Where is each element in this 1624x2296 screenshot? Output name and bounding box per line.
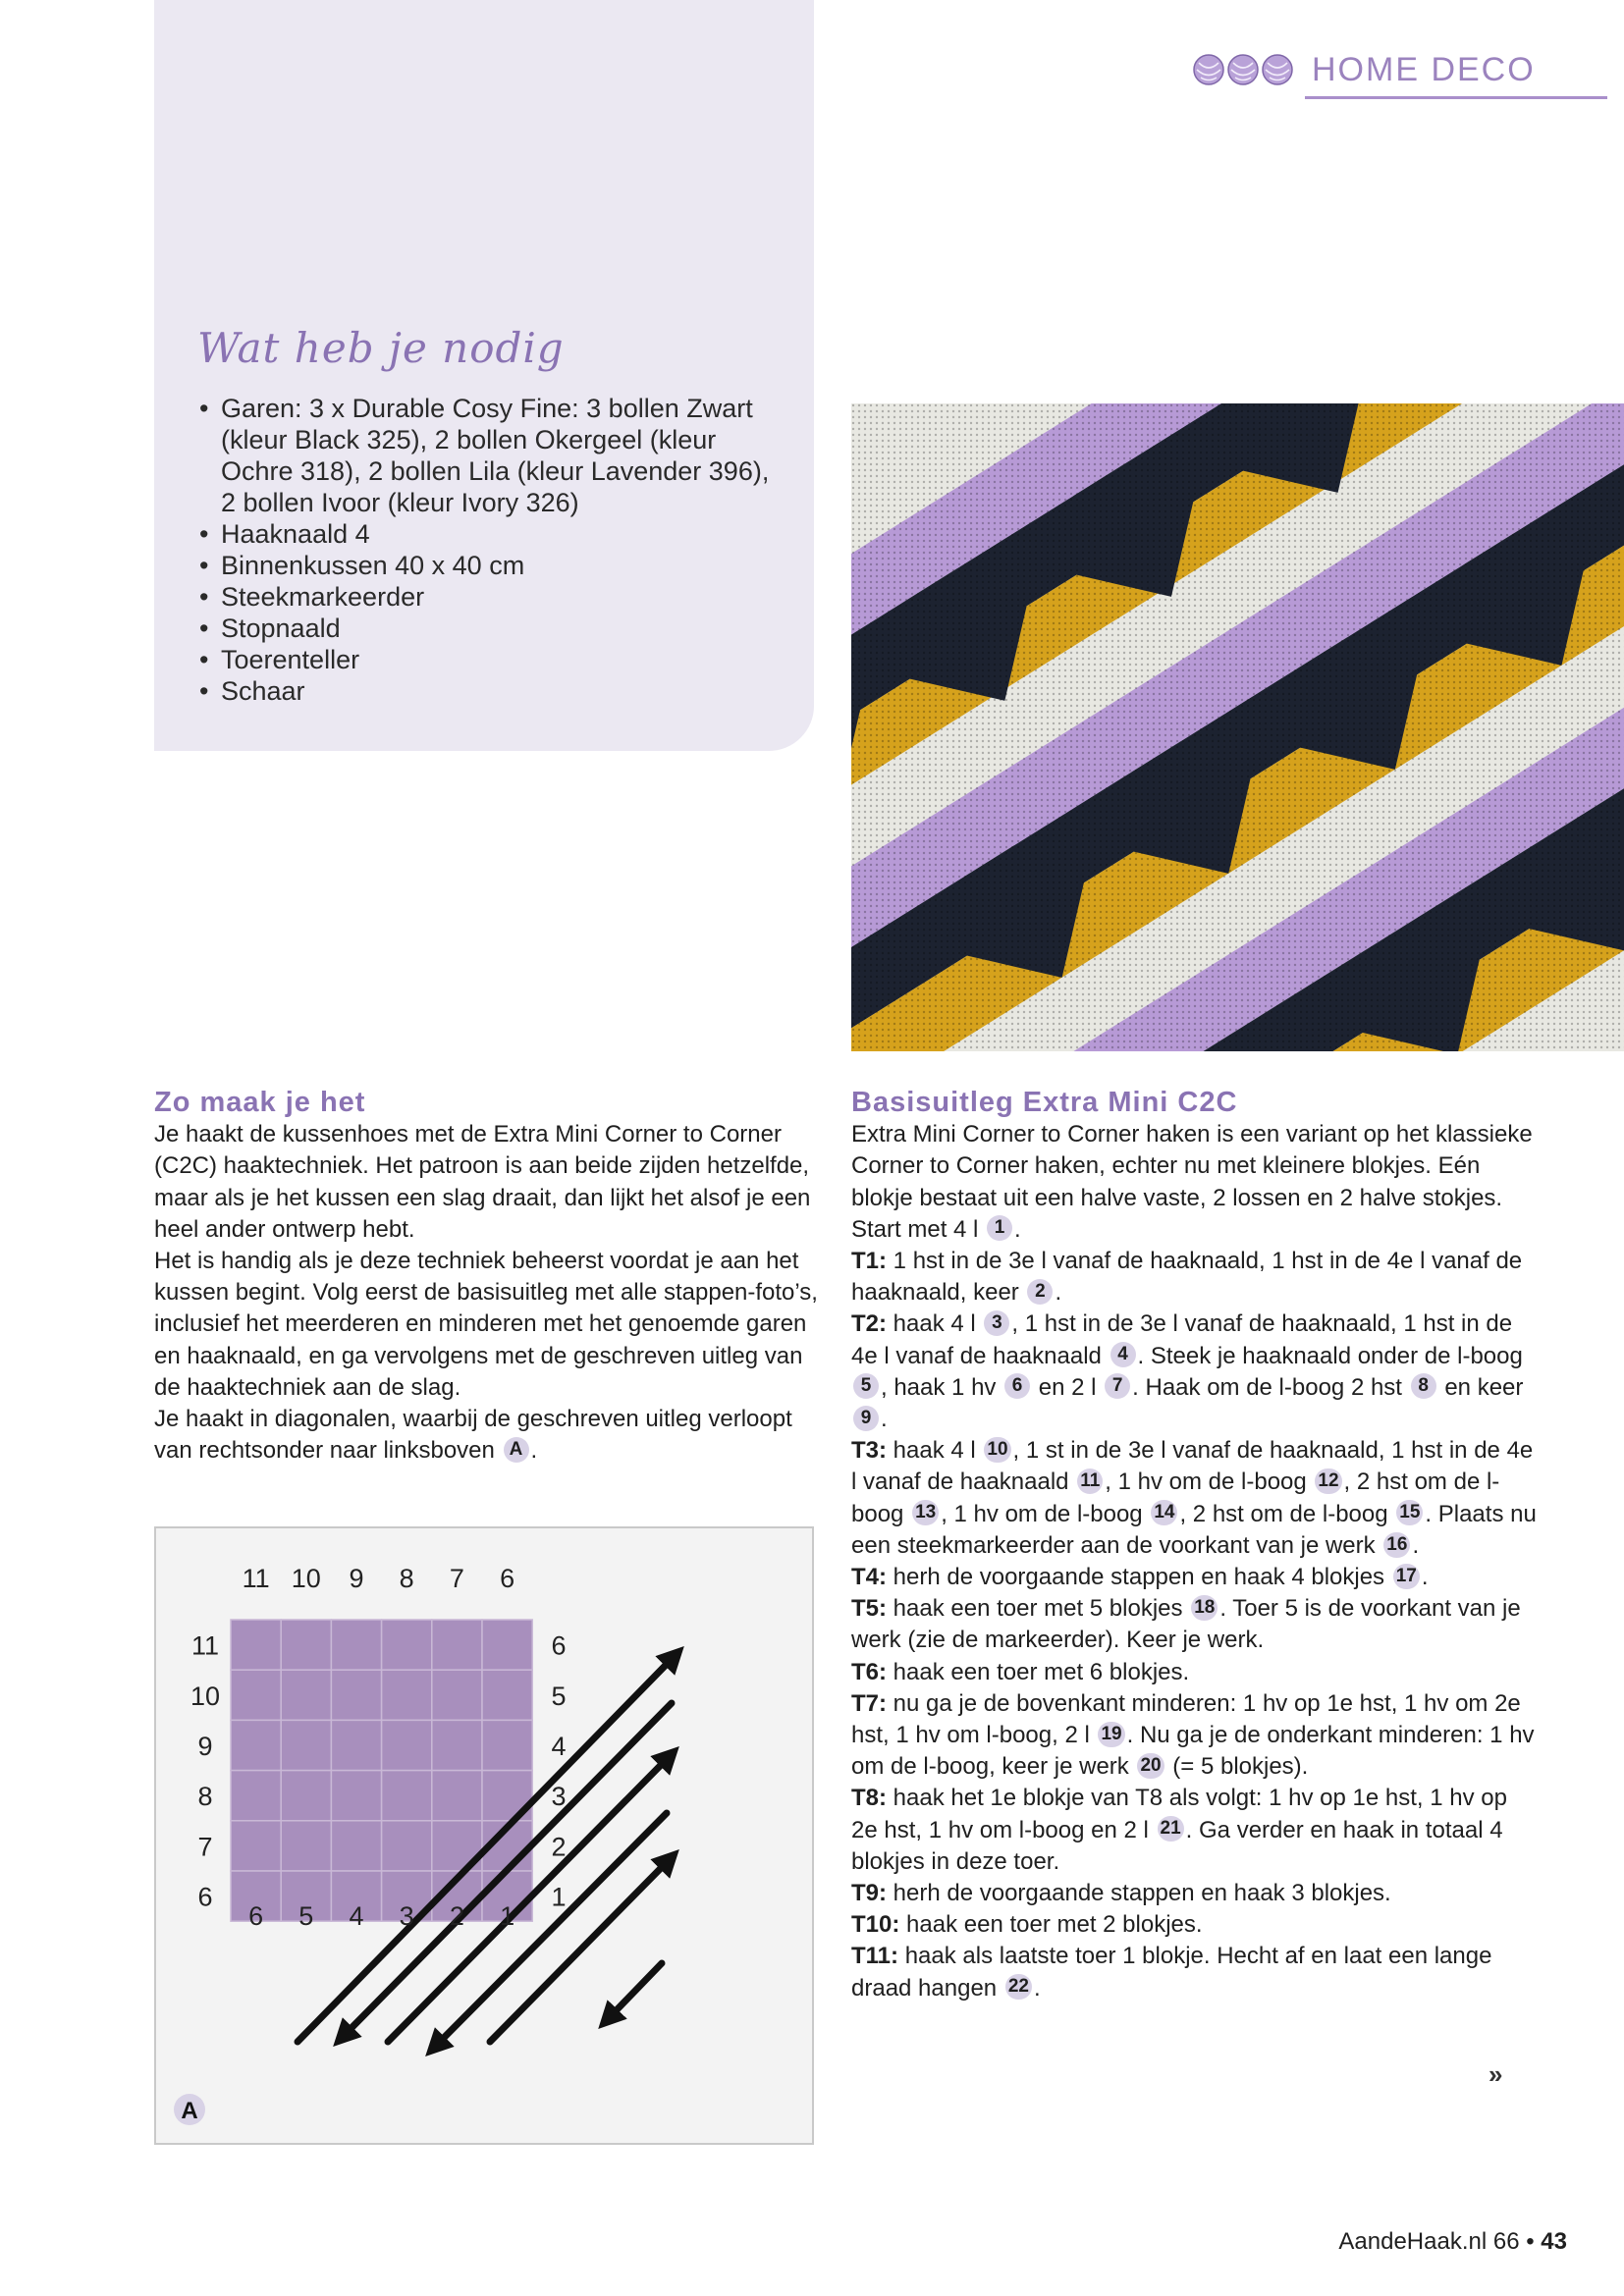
paragraph-text: Je haakt in diagonalen, waarbij de geschreven uitleg verloopt van rechtsonder naar linksboven xyxy=(154,1406,792,1465)
row-t4: T4: herh de voorgaande stappen en haak 4 blokjes 17 . xyxy=(851,1564,1429,1591)
grid-cell xyxy=(432,1771,482,1821)
paragraph: Start met 4 l 1 . xyxy=(851,1215,1021,1243)
row-text: . Ga verder en haak in totaal 4 blokjes in deze toer. xyxy=(851,1816,1503,1875)
row-text: . Toer 5 is de voorkant van je werk (zie de markeerder). Keer je werk. xyxy=(851,1595,1521,1654)
row-t2: T2: haak 4 l 3 , 1 hst in de 3e l vanaf de haaknaald, 1 hst in de 4e l vanaf de haaknaald 4 . Steek je haaknaald onder de l-boog 5 , haak 1 hv 6 en 2 l 7 . Haak om de l-boog 2 hst 8 en keer 9 . xyxy=(851,1310,1524,1433)
grid-cell xyxy=(231,1821,281,1871)
right-axis-label: 1 xyxy=(551,1882,567,1912)
row-text: . Plaats nu een steekmarkeerder aan de voorkant van je werk xyxy=(851,1500,1537,1559)
bottom-axis-label: 3 xyxy=(399,1901,414,1931)
grid-cell xyxy=(331,1620,381,1670)
crochet-pattern-image xyxy=(851,403,1624,1051)
step-badge: 15 xyxy=(1396,1500,1423,1525)
step-badge: 3 xyxy=(984,1310,1009,1336)
step-badge: 7 xyxy=(1105,1373,1130,1399)
list-item: • Garen: 3 x Durable Cosy Fine: 3 bollen Zwart (kleur Black 325), 2 bollen Okergeel (kleur Ochre 318), 2 bollen Lila (kleur Lavender 396), 2 bollen Ivoor (kleur Ivory 326) xyxy=(197,393,786,518)
row-text: . Haak om de l-boog 2 hst xyxy=(1132,1373,1402,1401)
cushion-photo xyxy=(851,403,1624,1051)
right-axis-label: 2 xyxy=(551,1832,567,1862)
row-label: T7: xyxy=(851,1689,887,1717)
row-t6 xyxy=(851,1657,1539,1688)
grid-cell xyxy=(482,1720,532,1770)
row-text: . Steek je haaknaald onder de l-boog xyxy=(1137,1342,1523,1369)
step-badge: 10 xyxy=(984,1437,1010,1463)
diagram-a xyxy=(154,1526,814,2145)
top-axis-label: 10 xyxy=(291,1564,321,1593)
row-text: en 2 l xyxy=(1038,1373,1097,1401)
paragraph-text: Start met 4 l xyxy=(851,1215,979,1243)
grid-cell xyxy=(281,1821,331,1871)
row-t1: T1: 1 hst in de 3e l vanaf de haaknaald, 1 hst in de 4e l vanaf de haaknaald, keer 2 . xyxy=(851,1248,1523,1307)
left-axis-label: 7 xyxy=(197,1832,213,1862)
step-badge: 13 xyxy=(912,1500,939,1525)
row-label: T3: xyxy=(851,1437,887,1465)
instructions-left xyxy=(154,1087,822,1467)
top-axis-label: 11 xyxy=(242,1564,270,1593)
grid-cell xyxy=(281,1670,331,1720)
row-text: , 1 hst in de 3e l vanaf de haaknaald, 1 hst in de 4e l vanaf de haaknaald xyxy=(851,1310,1513,1369)
step-badge: 1 xyxy=(987,1215,1012,1241)
step-badge: 5 xyxy=(853,1373,879,1399)
grid-cell xyxy=(231,1720,281,1770)
paragraph: Je haakt de kussenhoes met de Extra Mini Corner to Corner (C2C) haaktechniek. Het patroon is aan beide zijden hetzelfde, maar als je het kussen een slag draait, dan lijkt het alsof je een heel ander ontwerp hebt. xyxy=(154,1121,811,1243)
step-badge: 22 xyxy=(1005,1974,1032,2000)
right-axis-label: 6 xyxy=(551,1630,567,1661)
grid-cell xyxy=(331,1821,381,1871)
row-text: haak een toer met 2 blokjes. xyxy=(906,1911,1203,1939)
left-axis-label: 10 xyxy=(189,1681,221,1711)
list-item: • Binnenkussen 40 x 40 cm xyxy=(197,550,786,581)
right-axis-label: 3 xyxy=(551,1782,567,1812)
step-badge: 6 xyxy=(1004,1373,1030,1399)
grid-cell xyxy=(432,1620,482,1670)
row-t9 xyxy=(851,1878,1539,1909)
step-badge: 18 xyxy=(1191,1595,1218,1621)
grid-cell xyxy=(482,1620,532,1670)
row-text: , haak 1 hv xyxy=(881,1373,997,1401)
yarn-balls-icon xyxy=(1192,53,1310,86)
section-heading-how: Zo maak je het xyxy=(154,1087,366,1118)
materials-box xyxy=(154,0,814,751)
step-badge: 16 xyxy=(1383,1532,1410,1558)
row-label: T5: xyxy=(851,1595,887,1623)
grid-cell xyxy=(382,1771,432,1821)
list-item: • Steekmarkeerder xyxy=(197,581,786,613)
list-item: • Stopnaald xyxy=(197,613,786,644)
top-axis-label: 6 xyxy=(500,1564,515,1593)
top-axis-label: 9 xyxy=(349,1564,364,1593)
diagonal-arrow xyxy=(606,1963,662,2021)
row-text: nu ga je de bovenkant minderen: 1 hv op 1e hst, 1 hv om 2e hst, 1 hv om l-boog, 2 l xyxy=(851,1689,1521,1749)
page-footer xyxy=(1338,2228,1567,2256)
row-text: haak 4 l xyxy=(893,1437,976,1465)
row-text: en keer xyxy=(1444,1373,1524,1401)
row-label: T8: xyxy=(851,1785,887,1812)
row-t7 xyxy=(851,1688,1539,1784)
row-label: T10: xyxy=(851,1911,900,1939)
section-header xyxy=(1192,51,1624,100)
row-text: herh de voorgaande stappen en haak 3 blokjes. xyxy=(893,1880,1391,1907)
row-label: T11: xyxy=(851,1943,899,1970)
step-badge: 12 xyxy=(1315,1468,1341,1494)
step-badge: 14 xyxy=(1151,1500,1177,1525)
paragraph: Je haakt in diagonalen, waarbij de geschreven uitleg verloopt van rechtsonder naar linksboven A . xyxy=(154,1406,792,1465)
row-text: , 2 hst om de l-boog xyxy=(851,1468,1500,1527)
step-badge: 9 xyxy=(853,1406,879,1431)
step-badge: 19 xyxy=(1098,1722,1124,1747)
row-text: , 1 hv om de l-boog xyxy=(1105,1468,1307,1496)
row-label: T6: xyxy=(851,1658,887,1685)
materials-heading: Wat heb je nodig xyxy=(197,324,565,372)
step-badge: 17 xyxy=(1393,1564,1420,1589)
header-underline xyxy=(1305,96,1607,99)
row-text: haak het 1e blokje van T8 als volgt: 1 hv op 1e hst, 1 hv op 2e hst, 1 hv om l-boog en 2 l xyxy=(851,1785,1507,1843)
row-text: haak een toer met 5 blokjes xyxy=(893,1595,1183,1623)
right-axis-label: 4 xyxy=(551,1732,567,1761)
list-item: • Toerenteller xyxy=(197,644,786,675)
bottom-axis-label: 2 xyxy=(449,1901,464,1931)
row-text: haak als laatste toer 1 blokje. Hecht af en laat een lange draad hangen xyxy=(851,1943,1492,2002)
row-text: . Nu ga je de onderkant minderen: 1 hv om de l-boog, keer je werk xyxy=(851,1722,1535,1781)
row-text: haak 4 l xyxy=(893,1310,976,1338)
grid-cell xyxy=(382,1821,432,1871)
paragraph: Het is handig als je deze techniek beheerst voordat je aan het kussen begint. Volg eerst de basisuitleg met alle stappen-foto’s, inclusief het meerderen en minderen met het genoemde garen en haaknaald, en ga vervolgens met de geschreven uitleg van de haaktechniek aan de slag. xyxy=(154,1248,818,1401)
left-axis-label: 6 xyxy=(197,1882,213,1912)
top-axis-label: 7 xyxy=(449,1564,464,1593)
figure-ref-badge: A xyxy=(504,1437,529,1463)
step-badge: 8 xyxy=(1411,1373,1436,1399)
grid-cell xyxy=(331,1771,381,1821)
row-text: herh de voorgaande stappen en haak 4 blokjes xyxy=(893,1564,1385,1591)
step-badge: 11 xyxy=(1077,1468,1103,1494)
step-badge: 4 xyxy=(1110,1342,1136,1367)
left-axis-label: 8 xyxy=(197,1782,213,1812)
row-text: haak een toer met 6 blokjes. xyxy=(893,1658,1190,1685)
footer-site: AandeHaak.nl 66 xyxy=(1338,2228,1520,2255)
materials-list xyxy=(197,393,786,707)
row-label: T1: xyxy=(851,1248,887,1275)
step-badge: 2 xyxy=(1027,1279,1053,1305)
list-item: • Haaknaald 4 xyxy=(197,518,786,550)
row-label: T2: xyxy=(851,1310,887,1338)
step-badge: 21 xyxy=(1158,1816,1184,1842)
grid-cell xyxy=(382,1670,432,1720)
row-t3: T3: haak 4 l 10 , 1 st in de 3e l vanaf de haaknaald, 1 hst in de 4e l vanaf de haaknaald 11 , 1 hv om de l-boog 12 , 2 hst om de l-boog 13 , 1 hv om de l-boog 14 , 2 hst om de l-boog 15 . Plaats nu een steekmarkeerder aan de voorkant van je werk 16 . xyxy=(851,1437,1537,1559)
row-t10 xyxy=(851,1909,1539,1941)
row-text: 1 hst in de 3e l vanaf de haaknaald, 1 hst in de 4e l vanaf de haaknaald, keer xyxy=(851,1248,1523,1307)
row-label: T4: xyxy=(851,1564,887,1591)
c2c-direction-diagram xyxy=(156,1528,812,2143)
grid-cell xyxy=(382,1620,432,1670)
page-number: 43 xyxy=(1541,2228,1567,2255)
row-t5 xyxy=(851,1593,1539,1656)
bottom-axis-label: 4 xyxy=(349,1901,364,1931)
grid-cell xyxy=(482,1670,532,1720)
row-t8 xyxy=(851,1783,1539,1878)
row-text: , 1 st in de 3e l vanaf de haaknaald, 1 hst in de 4e l vanaf de haaknaald xyxy=(851,1437,1534,1496)
grid-cell xyxy=(281,1771,331,1821)
grid-cell xyxy=(231,1771,281,1821)
footer-bullet: • xyxy=(1526,2228,1535,2255)
section-title: HOME DECO xyxy=(1312,51,1536,88)
grid-cell xyxy=(231,1670,281,1720)
left-axis-label: 11 xyxy=(190,1630,220,1661)
section-heading-basics: Basisuitleg Extra Mini C2C xyxy=(851,1087,1238,1118)
left-axis-label: 9 xyxy=(197,1732,213,1761)
bottom-axis-label: 1 xyxy=(500,1901,515,1931)
bottom-axis-label: 6 xyxy=(248,1901,264,1931)
row-text: (= 5 blokjes). xyxy=(1172,1753,1309,1781)
figure-label: A xyxy=(181,2098,198,2124)
row-text: , 1 hv om de l-boog xyxy=(941,1500,1143,1527)
row-text: , 2 hst om de l-boog xyxy=(1179,1500,1388,1527)
list-item: • Schaar xyxy=(197,675,786,707)
grid-cell xyxy=(281,1620,331,1670)
instructions-right xyxy=(851,1087,1539,2004)
grid-cell xyxy=(281,1720,331,1770)
grid-cell xyxy=(231,1620,281,1670)
right-axis-label: 5 xyxy=(551,1681,567,1711)
grid-cell xyxy=(331,1670,381,1720)
grid-cell xyxy=(331,1720,381,1770)
step-badge: 20 xyxy=(1137,1753,1164,1779)
grid-cell xyxy=(382,1720,432,1770)
top-axis-label: 8 xyxy=(399,1564,414,1593)
paragraph: Extra Mini Corner to Corner haken is een variant op het klassieke Corner to Corner haken, echter nu met kleinere blokjes. Eén blokje bestaat uit een halve vaste, 2 lossen en 2 halve stokjes. xyxy=(851,1121,1533,1211)
grid-cell xyxy=(432,1670,482,1720)
continue-marker: » xyxy=(1489,2059,1503,2089)
row-label: T9: xyxy=(851,1880,887,1907)
row-t11: T11: haak als laatste toer 1 blokje. Hecht af en laat een lange draad hangen 22 . xyxy=(851,1943,1492,2002)
grid-cell xyxy=(432,1720,482,1770)
bottom-axis-label: 5 xyxy=(298,1901,314,1931)
